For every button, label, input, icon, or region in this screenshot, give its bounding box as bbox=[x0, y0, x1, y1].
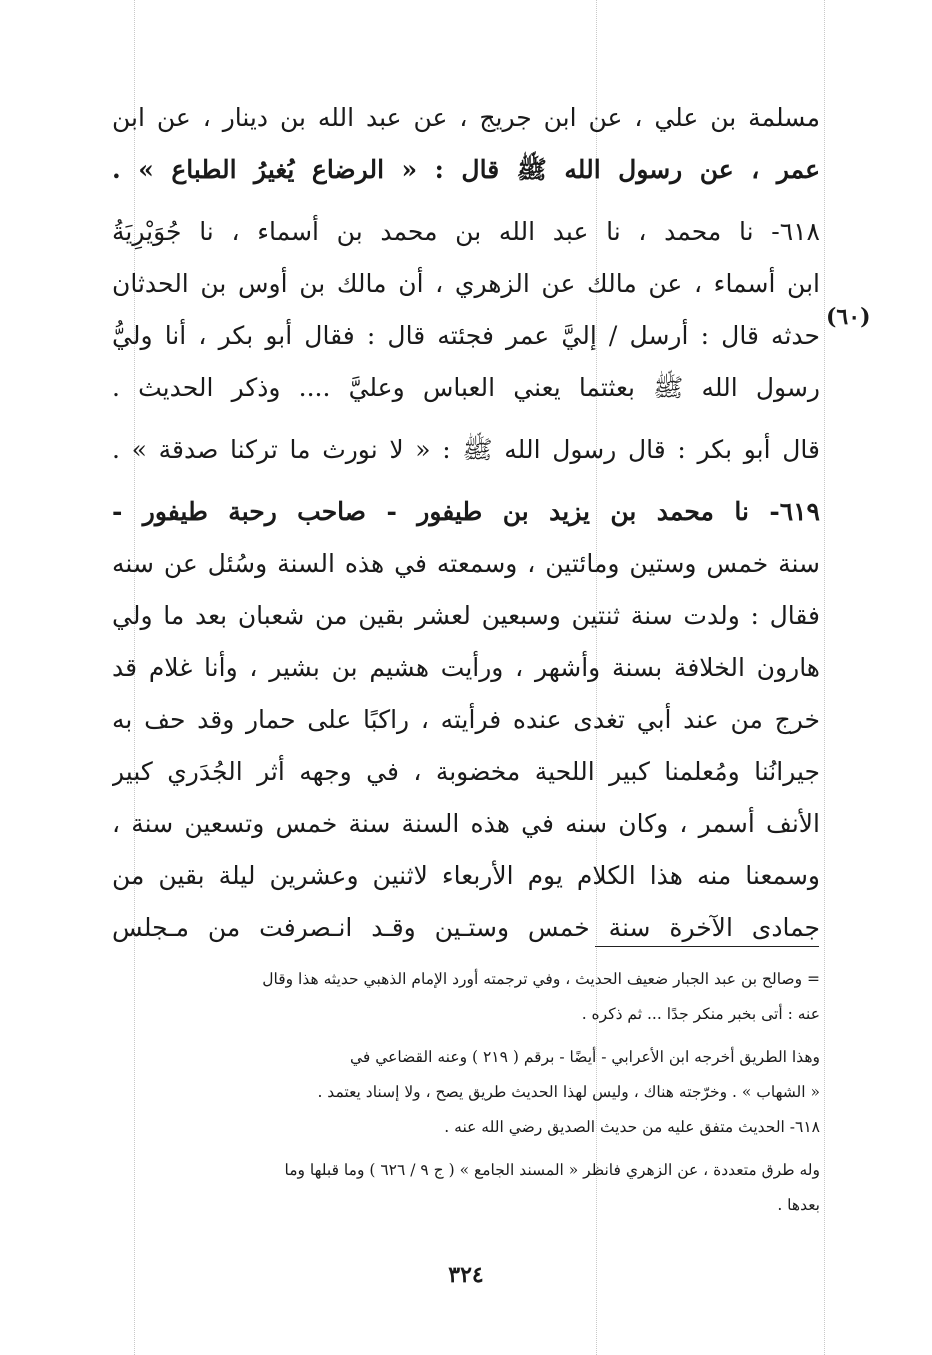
text-line: فقال : ولدت سنة ثنتين وسبعين لعشر بقين من شعبان بعد ما ولي bbox=[112, 601, 820, 630]
text-line: رسول الله ﷺ بعثتما يعني العباس وعليَّ .... وذكر الحديث . bbox=[112, 373, 820, 402]
hadith-619-heading-line: ٦١٩- نا محمد بن يزيد بن طيفور - صاحب رحبة طيفور - bbox=[112, 497, 820, 526]
footnote-line: ٦١٨- الحديث متفق عليه من حديث الصديق رضي الله عنه . bbox=[444, 1118, 820, 1136]
text-line: الأنف أسمر ، وكان سنه في هذه السنة سنة خمس وتسعين سنة ، bbox=[112, 809, 820, 838]
text-line: جمادى الآخرة سنة خمس وستـين وقـد انـصرفت من مـجلس bbox=[112, 913, 820, 942]
footnote-line: وله طرق متعددة ، عن الزهري فانظر « المسند الجامع » ( ج ٩ / ٦٢٦ ) وما قبلها وما bbox=[284, 1161, 820, 1179]
text-line: قال أبو بكر : قال رسول الله ﷺ : « لا نورث ما تركنا صدقة » . bbox=[112, 435, 820, 464]
footnote-line: « الشهاب » . وخرّجته هناك ، وليس لهذا الحديث طريق يصح ، ولا إسناد يعتمد . bbox=[317, 1083, 820, 1101]
main-text bbox=[112, 92, 820, 954]
footnote-line: وهذا الطريق أخرجه ابن الأعرابي - أيضًا - برقم ( ٢١٩ ) وعنه القضاعي في bbox=[349, 1048, 820, 1066]
text-line: هارون الخلافة بسنة وأشهر ، ورأيت هشيم بن بشير ، وأنا غلام قد bbox=[112, 653, 820, 682]
footnote-line: عنه : أتى بخبر منكر جدًا ... ثم ذكره . bbox=[581, 1005, 820, 1023]
page-number: ٣٢٤ bbox=[448, 1262, 484, 1288]
footnotes bbox=[112, 962, 820, 1223]
text-line: مسلمة بن علي ، عن ابن جريج ، عن عبد الله بن دينار ، عن ابن bbox=[112, 103, 820, 132]
text-line: وسمعنا منه هذا الكلام يوم الأربعاء لاثنين وعشرين ليلة بقين من bbox=[112, 861, 820, 890]
text-line: خرج من عند أبي تغدى عنده فرأيته ، راكبًا على حمار وقد حف به bbox=[112, 705, 820, 734]
footnote-separator bbox=[595, 946, 819, 947]
text-line: عمر ، عن رسول الله ﷺ قال : « الرضاع يُغيرُ الطباع » . bbox=[112, 155, 820, 184]
scan-artifact-line bbox=[824, 0, 825, 1355]
text-line: حدثه قال : أرسل / إليَّ عمر فجئته قال : فقال أبو بكر ، أنا وليُّ bbox=[112, 321, 820, 350]
text-line: جيرانُنا ومُعلمنا كبير اللحية مخضوبة ، في وجهه أثر الجُدَري كبير bbox=[112, 757, 820, 786]
margin-folio-note: (٦٠) bbox=[826, 304, 871, 330]
hadith-618-heading-line: ٦١٨- نا محمد ، نا عبد الله بن محمد بن أسماء ، نا جُوَيْرِيَةُ bbox=[112, 217, 820, 246]
text-line: ابن أسماء ، عن مالك عن الزهري ، أن مالك بن أوس بن الحدثان bbox=[112, 269, 820, 298]
text-line: سنة خمس وستين ومائتين ، وسمعته في هذه السنة وسُئل عن سنه bbox=[112, 549, 820, 578]
footnote-line: بعدها . bbox=[777, 1196, 820, 1214]
footnote-line: = وصالح بن عبد الجبار ضعيف الحديث ، وفي ترجمته أورد الإمام الذهبي حديثه هذا وقال bbox=[262, 970, 820, 988]
